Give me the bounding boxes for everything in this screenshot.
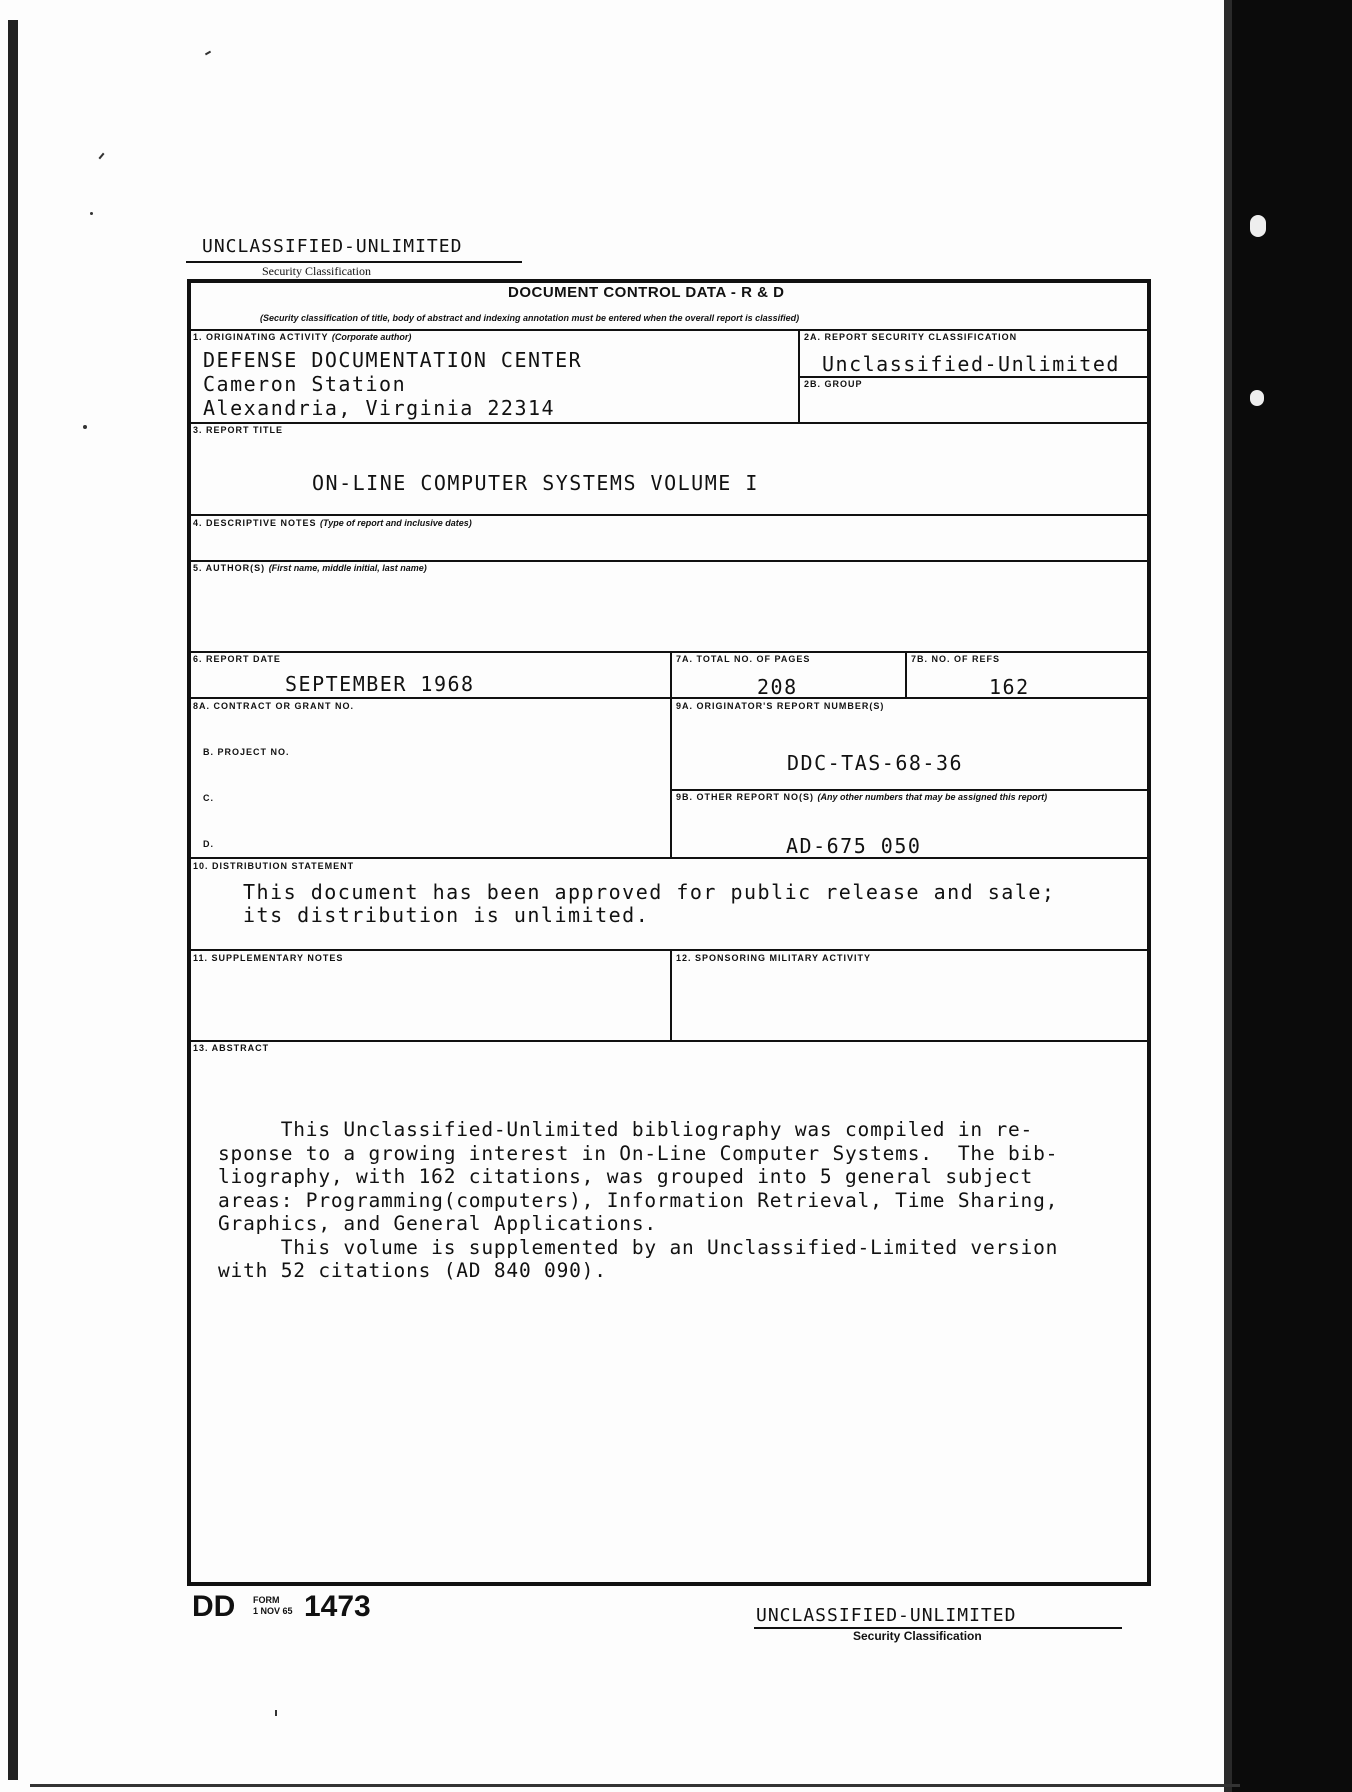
label-no-refs: 7B. NO. OF REFS — [911, 654, 1001, 664]
rule-10 — [187, 949, 1151, 951]
label-report-security: 2A. REPORT SECURITY CLASSIFICATION — [804, 332, 1018, 342]
report-date-value: SEPTEMBER 1968 — [285, 672, 475, 696]
footer-form-number: 1473 — [304, 1590, 371, 1623]
scan-speck — [1250, 215, 1266, 237]
rule-v-7b — [905, 651, 907, 697]
label-contract: 8A. CONTRACT OR GRANT NO. — [193, 701, 354, 711]
label-report-date: 6. REPORT DATE — [193, 654, 281, 664]
label-originator-report: 9A. ORIGINATOR'S REPORT NUMBER(S) — [676, 701, 885, 711]
header-classification: UNCLASSIFIED-UNLIMITED — [202, 236, 463, 257]
scan-speck — [90, 212, 93, 215]
footer-form-label: FORM 1 NOV 65 — [253, 1595, 293, 1616]
rule-title — [187, 329, 1151, 331]
label-project: B. PROJECT NO. — [203, 747, 290, 757]
form-title: DOCUMENT CONTROL DATA - R & D — [508, 284, 785, 301]
label-d: D. — [203, 839, 214, 849]
label-group: 2B. GROUP — [804, 379, 863, 389]
rule-4 — [187, 560, 1151, 562]
scan-speck — [275, 1710, 277, 1716]
originating-line-3: Alexandria, Virginia 22314 — [203, 396, 556, 420]
scan-left-edge — [8, 20, 18, 1780]
rule-11 — [187, 1040, 1151, 1042]
report-security-value: Unclassified-Unlimited — [822, 352, 1120, 376]
label-distribution: 10. DISTRIBUTION STATEMENT — [193, 861, 355, 871]
other-report-value: AD-675 050 — [786, 834, 922, 858]
scan-speck — [205, 51, 211, 56]
scan-speck — [98, 153, 104, 160]
rule-v-7 — [670, 651, 672, 857]
label-c: C. — [203, 793, 214, 803]
distribution-line-1: This document has been approved for public release and sale; — [243, 880, 1056, 904]
report-title-value: ON-LINE COMPUTER SYSTEMS VOLUME I — [312, 471, 759, 495]
label-report-title: 3. REPORT TITLE — [193, 425, 284, 435]
label-authors: 5. AUTHOR(S) (First name, middle initial, last name) — [193, 563, 427, 573]
label-descriptive-notes: 4. DESCRIPTIVE NOTES (Type of report and inclusive dates) — [193, 518, 472, 528]
footer-classification: UNCLASSIFIED-UNLIMITED — [756, 1605, 1017, 1626]
header-classification-sub: Security Classification — [262, 264, 371, 278]
label-supplementary: 11. SUPPLEMENTARY NOTES — [193, 953, 344, 963]
scan-speck — [1250, 390, 1264, 406]
rule-9b — [187, 857, 1151, 859]
rule-3 — [187, 514, 1151, 516]
originating-line-2: Cameron Station — [203, 372, 407, 396]
rule-5 — [187, 651, 1151, 653]
footer-dd: DD — [192, 1590, 236, 1623]
scan-right-edge — [1232, 0, 1352, 1792]
footer-classification-sub: Security Classification — [853, 1629, 982, 1643]
rule-2a — [800, 376, 1151, 378]
label-sponsoring: 12. SPONSORING MILITARY ACTIVITY — [676, 953, 872, 963]
total-pages-value: 208 — [757, 675, 798, 699]
originating-line-1: DEFENSE DOCUMENTATION CENTER — [203, 348, 583, 372]
header-classification-rule — [186, 261, 522, 263]
rule-1 — [187, 422, 1151, 424]
scan-bottom-edge — [30, 1784, 1240, 1787]
rule-v-2 — [798, 329, 800, 422]
abstract-text: This Unclassified-Unlimited bibliography was compiled in re- sponse to a growing interest in On-Line Computer Systems. The bib- liography, with 162 citations, was grouped into 5 general subject areas: Programming(computers), Information Retrieval, Time Sharing, Graphics, and General Applications. This volume is supplemented by an Unclassified-Limited version with 52 citations (AD 840 090). — [218, 1118, 1059, 1282]
distribution-line-2: its distribution is unlimited. — [243, 903, 650, 927]
label-other-report: 9B. OTHER REPORT NO(S) (Any other numbers that may be assigned this report) — [676, 792, 1048, 802]
rule-9a — [672, 789, 1151, 791]
originator-report-value: DDC-TAS-68-36 — [787, 751, 964, 775]
no-refs-value: 162 — [989, 675, 1030, 699]
label-abstract: 13. ABSTRACT — [193, 1043, 270, 1053]
scan-speck — [83, 425, 87, 429]
rule-v-12 — [670, 949, 672, 1040]
form-instruction: (Security classification of title, body of abstract and indexing annotation must be entered when the overall report is classified) — [260, 313, 800, 323]
label-originating-activity: 1. ORIGINATING ACTIVITY (Corporate author) — [193, 332, 412, 342]
label-total-pages: 7A. TOTAL NO. OF PAGES — [676, 654, 811, 664]
